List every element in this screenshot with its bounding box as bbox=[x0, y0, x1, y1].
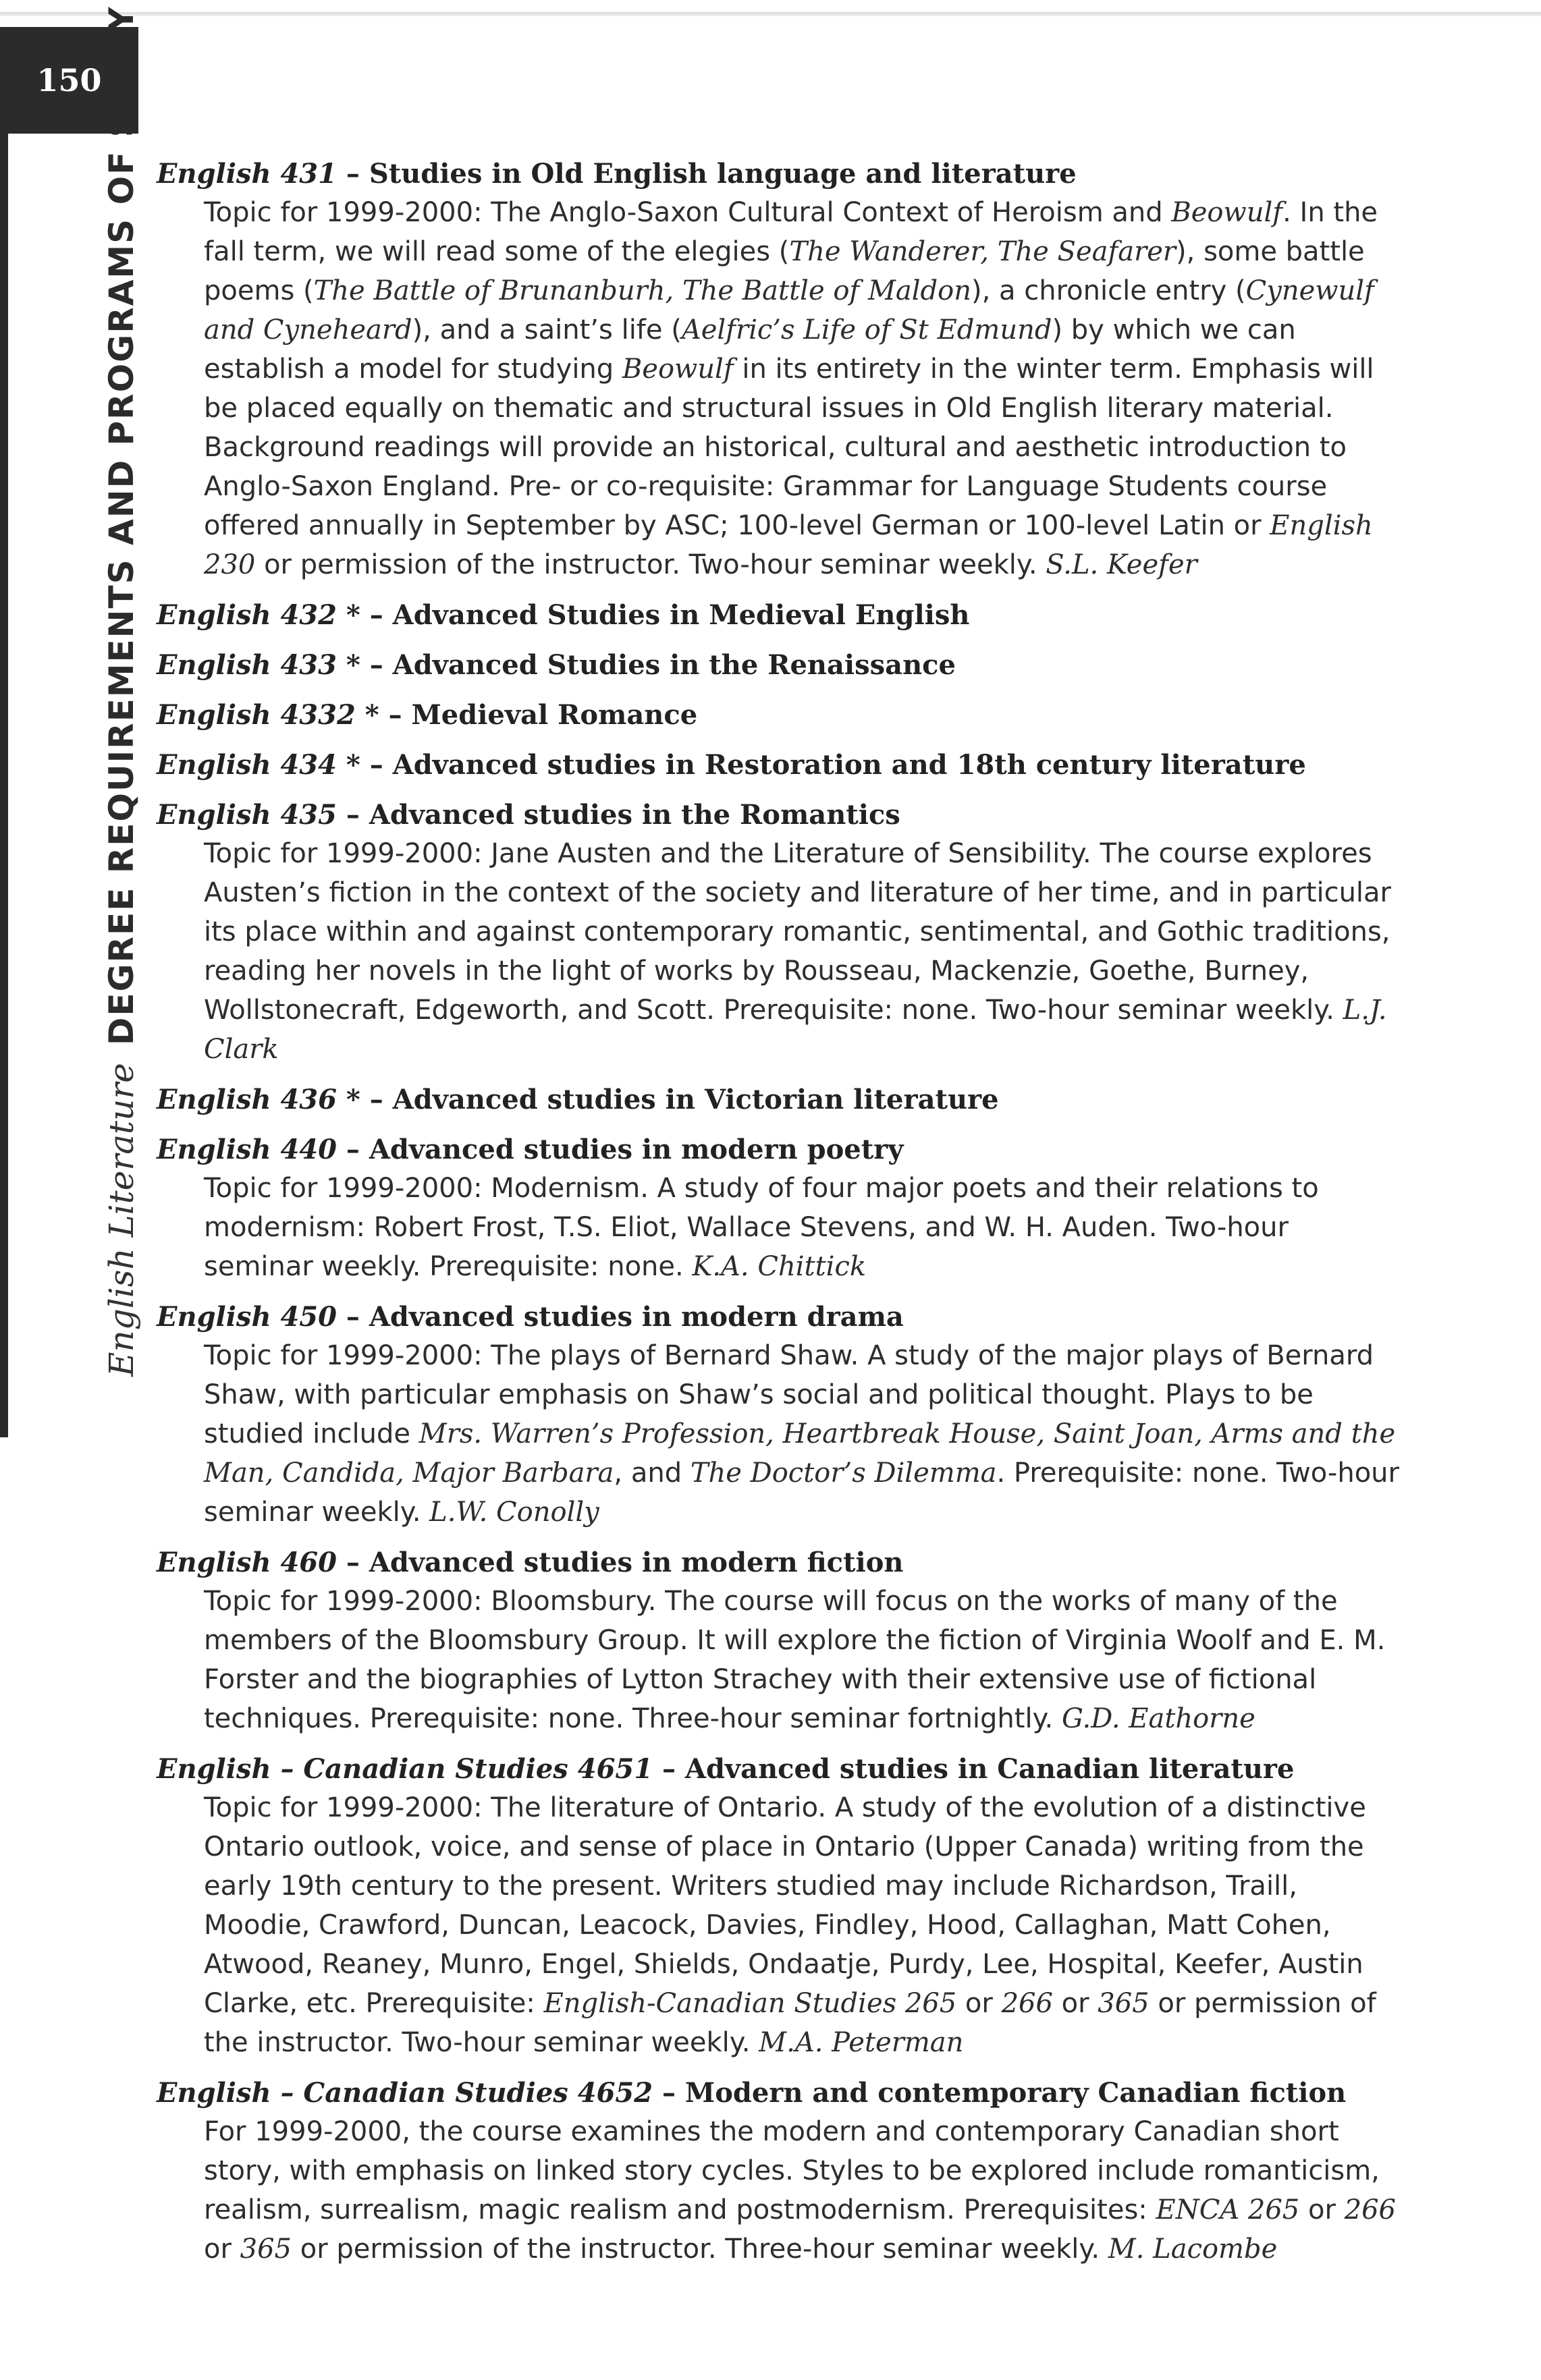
course-description-italic: M. Lacombe bbox=[1108, 2234, 1278, 2265]
course-entry bbox=[157, 1298, 1405, 1532]
course-description-italic: L.W. Conolly bbox=[429, 1497, 599, 1528]
course-entry bbox=[157, 1081, 1405, 1119]
top-rule bbox=[0, 12, 1541, 16]
course-description bbox=[204, 1169, 1405, 1286]
course-description-italic: K.A. Chittick bbox=[692, 1251, 867, 1282]
course-code: English 431 bbox=[157, 158, 337, 190]
course-description-text: or permission of the instructor. Two-hour seminar weekly. bbox=[204, 1988, 1376, 2058]
course-entry bbox=[157, 746, 1405, 784]
course-separator: * – bbox=[336, 749, 393, 781]
course-title: Studies in Old English language and literature bbox=[369, 158, 1077, 190]
course-description bbox=[204, 1788, 1405, 2062]
course-heading bbox=[157, 1750, 1405, 1788]
course-title: Modern and contemporary Canadian fiction bbox=[684, 2077, 1347, 2109]
course-description-italic: 365 bbox=[240, 2234, 292, 2265]
page-number-text: 150 bbox=[36, 62, 102, 99]
course-description-italic: 266 bbox=[1001, 1988, 1053, 2019]
course-entry bbox=[157, 1131, 1405, 1286]
course-title: Advanced studies in Canadian literature bbox=[684, 1753, 1295, 1785]
course-description-text: . Prerequisite: none. Two-hour seminar weekly. bbox=[204, 1458, 1399, 1528]
course-entry bbox=[157, 155, 1405, 584]
course-separator: * – bbox=[336, 599, 393, 631]
course-entry bbox=[157, 1544, 1405, 1738]
course-description-text: Topic for 1999-2000: The literature of Ontario. A study of the evolution of a distinctive Ontario outlook, voice, and sense of place in Ontario (Upper Canada) writing from the early 19th century to the present. Writers studied may include Richardson, Traill, Moodie, Crawford, Duncan, Leacock, Davies, Findley, Hood, Callaghan, Matt Cohen, Atwood, Reaney, Munro, Engel, Shields, Ondaatje, Purdy, Lee, Hospital, Keefer, Austin Clarke, etc. Prerequisite: bbox=[204, 1792, 1366, 2019]
course-title: Advanced studies in modern fiction bbox=[369, 1547, 904, 1578]
course-entry bbox=[157, 796, 1405, 1069]
course-separator: – bbox=[336, 1301, 369, 1333]
course-separator: – bbox=[336, 1547, 369, 1578]
course-title: Advanced studies in the Romantics bbox=[369, 799, 900, 831]
course-title: Advanced Studies in Medieval English bbox=[392, 599, 970, 631]
course-description-text: . In the fall term, we will read some of the elegies ( bbox=[204, 197, 1378, 267]
course-description-italic: English 230 bbox=[204, 510, 1373, 580]
course-separator: * – bbox=[355, 699, 412, 731]
course-description-text: Topic for 1999-2000: Bloomsbury. The course will focus on the works of many of the members of the Bloomsbury Group. It will explore the fiction of Virginia Woolf and E. M. Forster and the biographies of Lytton Strachey with their extensive use of fictional techniques. Prerequisite: none. Three-hour seminar fortnightly. bbox=[204, 1586, 1386, 1734]
course-heading bbox=[157, 1298, 1405, 1336]
course-description-text: For 1999-2000, the course examines the modern and contemporary Canadian short story, with emphasis on linked story cycles. Styles to be explored include romanticism, realism, surrealism, magic realism and postmodernism. Prerequisites: bbox=[204, 2116, 1380, 2225]
course-title: Advanced studies in modern poetry bbox=[369, 1134, 904, 1165]
course-description-italic: The Battle of Brunanburh, The Battle of Maldon bbox=[313, 275, 971, 306]
course-description-text: ), and a saint’s life ( bbox=[412, 314, 682, 345]
course-description-italic: 365 bbox=[1098, 1988, 1150, 2019]
course-entry bbox=[157, 646, 1405, 684]
course-description-italic: ENCA 265 bbox=[1156, 2194, 1300, 2225]
course-heading bbox=[157, 746, 1405, 784]
course-title: Advanced studies in Restoration and 18th century literature bbox=[392, 749, 1306, 781]
course-description-text: or permission of the instructor. Three-hour seminar weekly. bbox=[292, 2234, 1108, 2265]
course-heading bbox=[157, 696, 1405, 734]
course-heading bbox=[157, 1544, 1405, 1582]
course-separator: – bbox=[653, 2077, 685, 2109]
course-description-italic: The Doctor’s Dilemma bbox=[690, 1458, 997, 1489]
course-description-text: or bbox=[1052, 1988, 1098, 2019]
course-separator: – bbox=[336, 1134, 369, 1165]
side-title bbox=[101, 6, 142, 1377]
course-description-italic: G.D. Eathorne bbox=[1061, 1703, 1255, 1734]
course-separator: * – bbox=[336, 649, 393, 681]
side-title-section: DEGREE REQUIREMENTS AND PROGRAMS OF STUDY bbox=[102, 5, 141, 1046]
course-entry bbox=[157, 1750, 1405, 2062]
course-description-text: ), a chronicle entry ( bbox=[971, 275, 1246, 306]
course-heading bbox=[157, 1081, 1405, 1119]
course-description bbox=[204, 834, 1405, 1069]
course-description-italic: Mrs. Warren’s Profession, Heartbreak House, Saint Joan, Arms and the Man, Candida, Major Barbara bbox=[204, 1418, 1396, 1489]
course-description bbox=[204, 1582, 1405, 1738]
course-description-text: , and bbox=[614, 1458, 691, 1489]
course-entry bbox=[157, 2074, 1405, 2269]
course-code: English 434 bbox=[157, 749, 337, 781]
course-title: Advanced studies in Victorian literature bbox=[392, 1084, 999, 1115]
course-code: English 432 bbox=[157, 599, 337, 631]
course-code: English 4332 bbox=[157, 699, 356, 731]
course-description-italic: Beowulf bbox=[1171, 197, 1283, 228]
course-description-italic: The Wanderer, The Seafarer bbox=[789, 236, 1177, 267]
course-description-italic: M.A. Peterman bbox=[759, 2027, 964, 2058]
side-title-subject: English Literature bbox=[102, 1063, 141, 1377]
course-code: English 436 bbox=[157, 1084, 337, 1115]
course-description-italic: Beowulf bbox=[622, 354, 734, 385]
course-description-text: Topic for 1999-2000: The plays of Bernard Shaw. A study of the major plays of Bernard Shaw, with particular emphasis on Shaw’s social and political thought. Plays to be studied include bbox=[204, 1340, 1374, 1449]
course-description-italic: 266 bbox=[1344, 2194, 1396, 2225]
course-description-italic: Aelfric’s Life of St Edmund bbox=[681, 314, 1052, 345]
course-separator: – bbox=[653, 1753, 685, 1785]
course-entry bbox=[157, 597, 1405, 634]
course-description-text: in its entirety in the winter term. Emphasis will be placed equally on thematic and structural issues in Old English literary material. Background readings will provide an historical, cultural and aesthetic introduction to Anglo-Saxon England. Pre- or co-requisite: Grammar for Language Students course offered annually in September by ASC; 100-level German or 100-level Latin or bbox=[204, 354, 1374, 541]
course-heading bbox=[157, 796, 1405, 834]
course-description-italic: S.L. Keefer bbox=[1046, 549, 1197, 580]
course-separator: – bbox=[336, 799, 369, 831]
course-heading bbox=[157, 597, 1405, 634]
course-description-text: or permission of the instructor. Two-hour seminar weekly. bbox=[255, 549, 1046, 580]
course-entry bbox=[157, 696, 1405, 734]
course-description-italic: English-Canadian Studies 265 bbox=[543, 1988, 957, 2019]
course-title: Medieval Romance bbox=[411, 699, 698, 731]
course-code: English 440 bbox=[157, 1134, 337, 1165]
course-list bbox=[157, 155, 1405, 2281]
course-description bbox=[204, 1336, 1405, 1532]
course-heading bbox=[157, 2074, 1405, 2112]
side-bar bbox=[0, 134, 8, 1437]
course-title: Advanced studies in modern drama bbox=[369, 1301, 904, 1333]
course-separator: – bbox=[336, 158, 369, 190]
course-description-text: Topic for 1999-2000: The Anglo-Saxon Cultural Context of Heroism and bbox=[204, 197, 1172, 228]
course-title: Advanced Studies in the Renaissance bbox=[392, 649, 956, 681]
course-description-italic: Cynewulf and Cyneheard bbox=[204, 275, 1374, 345]
course-description-text: or bbox=[956, 1988, 1002, 2019]
course-description-text: or bbox=[1299, 2194, 1345, 2225]
course-separator: * – bbox=[336, 1084, 393, 1115]
course-code: English – Canadian Studies 4652 bbox=[157, 2077, 653, 2109]
course-heading bbox=[157, 1131, 1405, 1169]
course-description-italic: L.J. Clark bbox=[204, 995, 1387, 1065]
course-code: English 460 bbox=[157, 1547, 337, 1578]
course-description bbox=[204, 2112, 1405, 2269]
course-description-text: Topic for 1999-2000: Modernism. A study of four major poets and their relations to modernism: Robert Frost, T.S. Eliot, Wallace Stevens, and W. H. Auden. Two-hour seminar weekly. Prerequisite: none. bbox=[204, 1173, 1319, 1282]
course-description-text: ) by which we can establish a model for studying bbox=[204, 314, 1296, 385]
course-description-text: Topic for 1999-2000: Jane Austen and the Literature of Sensibility. The course explores Austen’s fiction in the context of the society and literature of her time, and in particular its place within and against contemporary romantic, sentimental, and Gothic traditions, reading her novels in the light of works by Rousseau, Mackenzie, Goethe, Burney, Wollstonecraft, Edgeworth, and Scott. Prerequisite: none. Two-hour seminar weekly. bbox=[204, 838, 1392, 1026]
course-code: English 450 bbox=[157, 1301, 337, 1333]
course-description-text: ), some battle poems ( bbox=[204, 236, 1365, 306]
course-description bbox=[204, 193, 1405, 584]
course-heading bbox=[157, 646, 1405, 684]
course-heading bbox=[157, 155, 1405, 193]
course-description-text: or bbox=[204, 2234, 240, 2265]
course-code: English 433 bbox=[157, 649, 337, 681]
course-code: English – Canadian Studies 4651 bbox=[157, 1753, 653, 1785]
course-code: English 435 bbox=[157, 799, 337, 831]
